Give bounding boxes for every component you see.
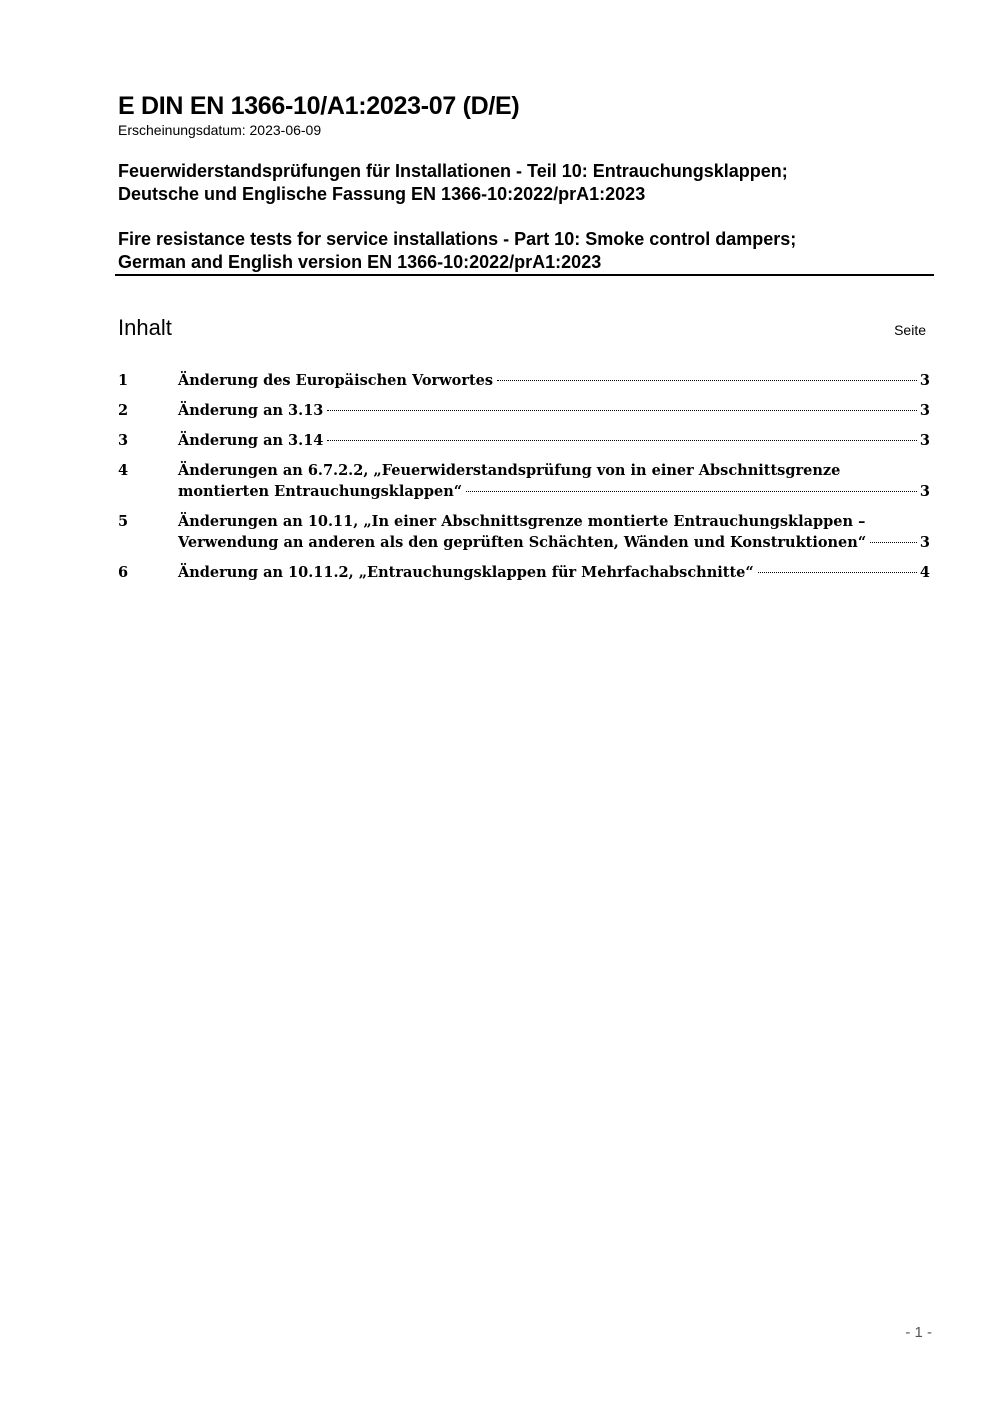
- toc-entry-line: [178, 430, 930, 451]
- toc-dot-leader: [758, 572, 917, 573]
- title-english: [118, 228, 934, 274]
- title-english-line-2: German and English version EN 1366-10:2022/prA1:2023: [118, 252, 602, 272]
- toc-entry-number: 6: [118, 564, 129, 581]
- title-german: [118, 160, 934, 206]
- toc-entry-body: [178, 430, 930, 451]
- toc-entry-line: [178, 400, 930, 421]
- toc-entry-body: [178, 400, 930, 421]
- toc-dot-leader: [497, 380, 917, 381]
- toc-entry-line: [178, 370, 930, 391]
- toc-entry-number: 5: [118, 513, 129, 530]
- toc-entry-title-first-line: Änderungen an 10.11, „In einer Abschnittsgrenze montierte Entrauchungsklappen –: [178, 513, 866, 530]
- toc-title: Inhalt: [118, 315, 172, 340]
- toc-entry-page: 3: [919, 432, 930, 449]
- toc-dot-leader: [870, 542, 917, 543]
- title-german-line-1: Feuerwiderstandsprüfungen für Installationen - Teil 10: Entrauchungsklappen;: [118, 161, 788, 181]
- page-number: - 1 -: [905, 1324, 932, 1341]
- document-id: E DIN EN 1366-10/A1:2023-07 (D/E): [118, 92, 520, 120]
- toc-entry[interactable]: [118, 430, 930, 451]
- toc-heading: [118, 314, 926, 344]
- toc-entry-line: [178, 481, 930, 502]
- toc-entry-body: [178, 562, 930, 583]
- toc-entry-line: [178, 532, 930, 553]
- toc-entry-body: [178, 460, 930, 502]
- toc-page-label: Seite: [894, 322, 926, 338]
- toc-entry-number: 4: [118, 462, 129, 479]
- toc-entry-number: 3: [118, 432, 129, 449]
- toc-entry-body: [178, 511, 930, 553]
- toc-entry-title: Änderung an 10.11.2, „Entrauchungsklappen für Mehrfachabschnitte“: [178, 564, 754, 581]
- toc-entry[interactable]: [118, 460, 930, 502]
- toc-dot-leader: [327, 410, 917, 411]
- toc-entry-number: 2: [118, 402, 129, 419]
- document-header: [118, 90, 934, 274]
- toc-entry-title: Verwendung an anderen als den geprüften Schächten, Wänden und Konstruktionen“: [178, 534, 867, 551]
- toc-entry-page: 3: [919, 402, 930, 419]
- toc-dot-leader: [466, 491, 917, 492]
- toc-entry-page: 4: [919, 564, 930, 581]
- toc-entry[interactable]: [118, 370, 930, 391]
- toc-entry[interactable]: [118, 511, 930, 553]
- toc-entry-title: Änderung an 3.13: [178, 402, 324, 419]
- toc-entry[interactable]: [118, 562, 930, 583]
- title-german-line-2: Deutsche und Englische Fassung EN 1366-10:2022/prA1:2023: [118, 184, 646, 204]
- toc-entry-page: 3: [919, 372, 930, 389]
- toc-entry-title: Änderung an 3.14: [178, 432, 324, 449]
- header-divider: [115, 274, 934, 276]
- toc-entry-title: Änderung des Europäischen Vorwortes: [178, 372, 494, 389]
- title-english-line-1: Fire resistance tests for service installations - Part 10: Smoke control dampers;: [118, 229, 797, 249]
- publication-date: Erscheinungsdatum: 2023-06-09: [118, 122, 322, 138]
- toc-entry-page: 3: [919, 483, 930, 500]
- toc-entry-body: [178, 370, 930, 391]
- table-of-contents: [118, 370, 930, 592]
- toc-entry-number: 1: [118, 372, 129, 389]
- toc-dot-leader: [327, 440, 917, 441]
- toc-entry-title: montierten Entrauchungsklappen“: [178, 483, 463, 500]
- toc-entry-title-first-line: Änderungen an 6.7.2.2, „Feuerwiderstandsprüfung von in einer Abschnittsgrenze: [178, 462, 841, 479]
- toc-entry-line: [178, 562, 930, 583]
- toc-entry[interactable]: [118, 400, 930, 421]
- toc-entry-page: 3: [919, 534, 930, 551]
